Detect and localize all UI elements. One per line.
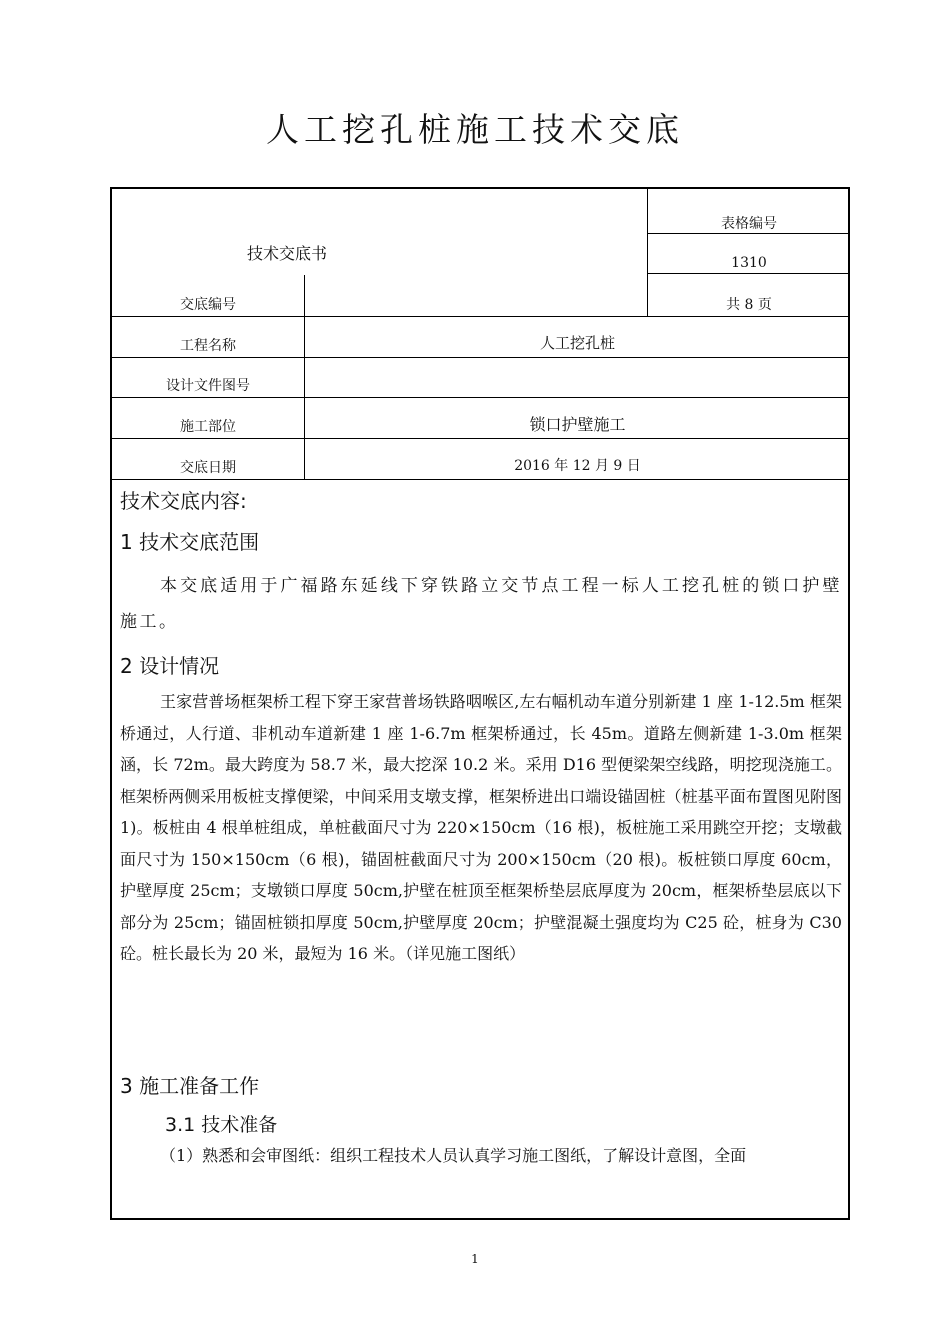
form-no-label: 表格编号 xyxy=(721,216,777,232)
disclosure-date-value: 2016 年 12 月 9 日 xyxy=(514,458,641,474)
page-number: 1 xyxy=(471,1252,479,1266)
section-1-title: 1 技术交底范围 xyxy=(120,530,260,554)
section-3-1-title: 3.1 技术准备 xyxy=(165,1114,278,1136)
disclosure-date-label: 交底日期 xyxy=(180,460,236,476)
construction-part-value: 锁口护壁施工 xyxy=(529,415,626,434)
content-heading: 技术交底内容: xyxy=(120,489,247,513)
section-2-text: 王家营普场框架桥工程下穿王家营普场铁路咽喉区,左右幅机动车道分别新建 1 座 1-12.5m 框架桥通过，人行道、非机动车道新建 1 座 1-6.7m 框架桥通过，长 45m。道路左侧新建 1-3.0m 框架涵，长 72m。最大跨度为 58.7 米，最大挖深 10.2 米。采用 D16 型便梁架空线路，明挖现浇施工。框架桥两侧采用板桩支撑便梁，中间采用支墩支撑，框架桥进出口端设锚固桩（桩基平面布置图见附图 1)。板桩由 4 根单桩组成，单桩截面尺寸为 220×150cm（16 根)，板桩施工采用跳空开挖；支墩截面尺寸为 150×150cm（6 根)，锚固桩截面尺寸为 200×150cm（20 根)。板桩锁口厚度 60cm，护壁厚度 25cm；支墩锁口厚度 50cm,护壁在桩顶至框架桥垫层底厚度为 20cm，框架桥垫层底以下部分为 25cm；锚固桩锁扣厚度 50cm,护壁厚度 20cm；护壁混凝土强度均为 C25 砼，桩身为 C30 砼。桩长最长为 20 米，最短为 16 米。（详见施工图纸） xyxy=(120,692,842,963)
construction-part-label: 施工部位 xyxy=(180,419,236,435)
project-name-value: 人工挖孔桩 xyxy=(539,334,615,352)
page-title: 人工挖孔桩施工技术交底 xyxy=(266,110,684,149)
section-3-1-text: （1）熟悉和会审图纸：组织工程技术人员认真学习施工图纸，了解设计意图，全面 xyxy=(160,1146,747,1165)
disclosure-no-label: 交底编号 xyxy=(180,297,236,313)
page-count: 共 8 页 xyxy=(726,297,772,313)
section-3-title: 3 施工准备工作 xyxy=(120,1074,260,1098)
form-no-value: 1310 xyxy=(731,255,767,271)
project-name-label: 工程名称 xyxy=(180,338,236,354)
doc-type-label: 技术交底书 xyxy=(246,244,327,263)
section-2-title: 2 设计情况 xyxy=(120,654,220,678)
section-1-text: 本交底适用于广福路东延线下穿铁路立交节点工程一标人工挖孔桩的锁口护壁施工。 xyxy=(120,576,842,632)
drawing-no-label: 设计文件图号 xyxy=(166,378,250,394)
